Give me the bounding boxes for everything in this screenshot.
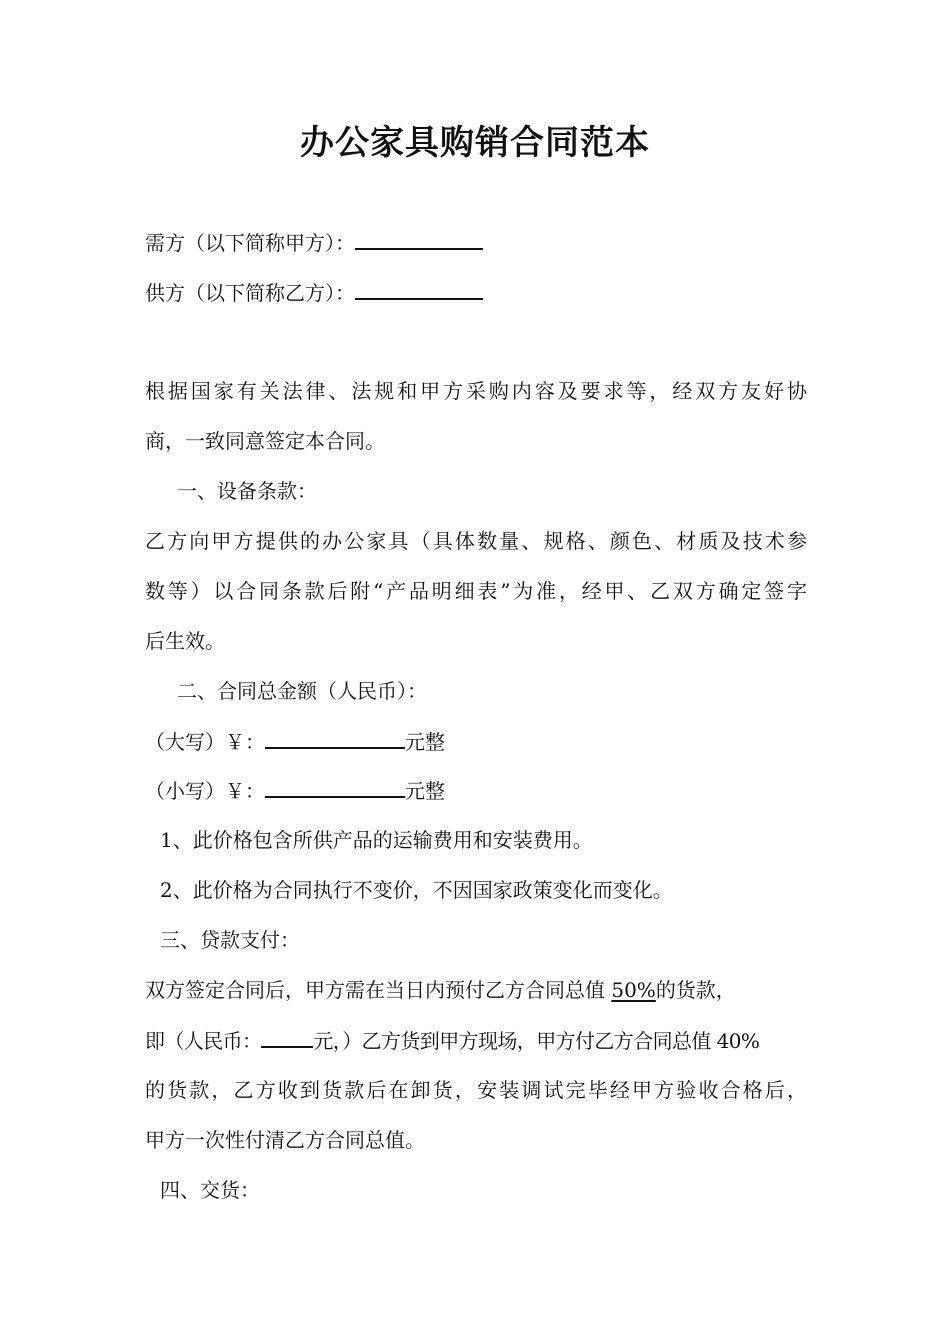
payment-line-3: 的货款，乙方收到货款后在卸货，安装调试完毕经甲方验收合格后， <box>145 1078 807 1102</box>
payment-line-1-text: 双方签定合同后，甲方需在当日内预付乙方合同总值 <box>145 978 612 1002</box>
amount-lowercase-field[interactable] <box>265 776 405 798</box>
payment-line-2-prefix: 即（人民币： <box>145 1029 262 1053</box>
buyer-blank-field[interactable] <box>355 228 483 250</box>
advance-percent: 50% <box>611 978 656 1002</box>
amount-lowercase-line <box>145 776 445 805</box>
advance-amount-field[interactable] <box>261 1026 313 1048</box>
section2-heading: 二、合同总金额（人民币）： <box>177 679 427 703</box>
amount-uppercase-field[interactable] <box>265 727 405 749</box>
seller-blank-field[interactable] <box>355 278 483 300</box>
section1-line-1: 乙方向甲方提供的办公家具（具体数量、规格、颜色、材质及技术参 <box>145 529 807 553</box>
amount-lowercase-suffix: 元整 <box>405 779 445 803</box>
amount-uppercase-suffix: 元整 <box>405 730 445 754</box>
section1-line-2: 数等）以合同条款后附“产品明细表”为准，经甲、乙双方确定签字 <box>145 579 807 603</box>
buyer-label: 需方（以下简称甲方）： <box>145 231 355 255</box>
amount-uppercase-line <box>145 727 445 756</box>
section1-heading: 一、设备条款： <box>177 479 317 503</box>
intro-line-1: 根据国家有关法律、法规和甲方采购内容及要求等，经双方友好协 <box>145 379 807 403</box>
payment-line-2-text: 元，）乙方货到甲方现场，甲方付乙方合同总值 40% <box>313 1029 760 1053</box>
amount-lowercase-label: （小写）￥： <box>145 779 265 803</box>
payment-line-1-suffix: 的货款， <box>655 978 736 1002</box>
payment-line-1 <box>145 976 736 1004</box>
section3-heading: 三、贷款支付： <box>160 928 300 952</box>
price-note-2: 2、此价格为合同执行不变价，不因国家政策变化而变化。 <box>160 878 673 902</box>
seller-line <box>145 278 483 307</box>
document-title: 办公家具购销合同范本 <box>300 123 650 163</box>
intro-line-2: 商，一致同意签定本合同。 <box>145 429 385 453</box>
payment-line-4: 甲方一次性付清乙方合同总值。 <box>145 1128 425 1152</box>
amount-uppercase-label: （大写）￥： <box>145 730 265 754</box>
buyer-line <box>145 228 483 257</box>
section1-line-3: 后生效。 <box>145 629 225 653</box>
payment-line-2 <box>145 1026 759 1055</box>
section4-heading: 四、交货： <box>160 1178 260 1202</box>
seller-label: 供方（以下简称乙方）： <box>145 281 355 305</box>
price-note-1: 1、此价格包含所供产品的运输费用和安装费用。 <box>160 828 593 852</box>
